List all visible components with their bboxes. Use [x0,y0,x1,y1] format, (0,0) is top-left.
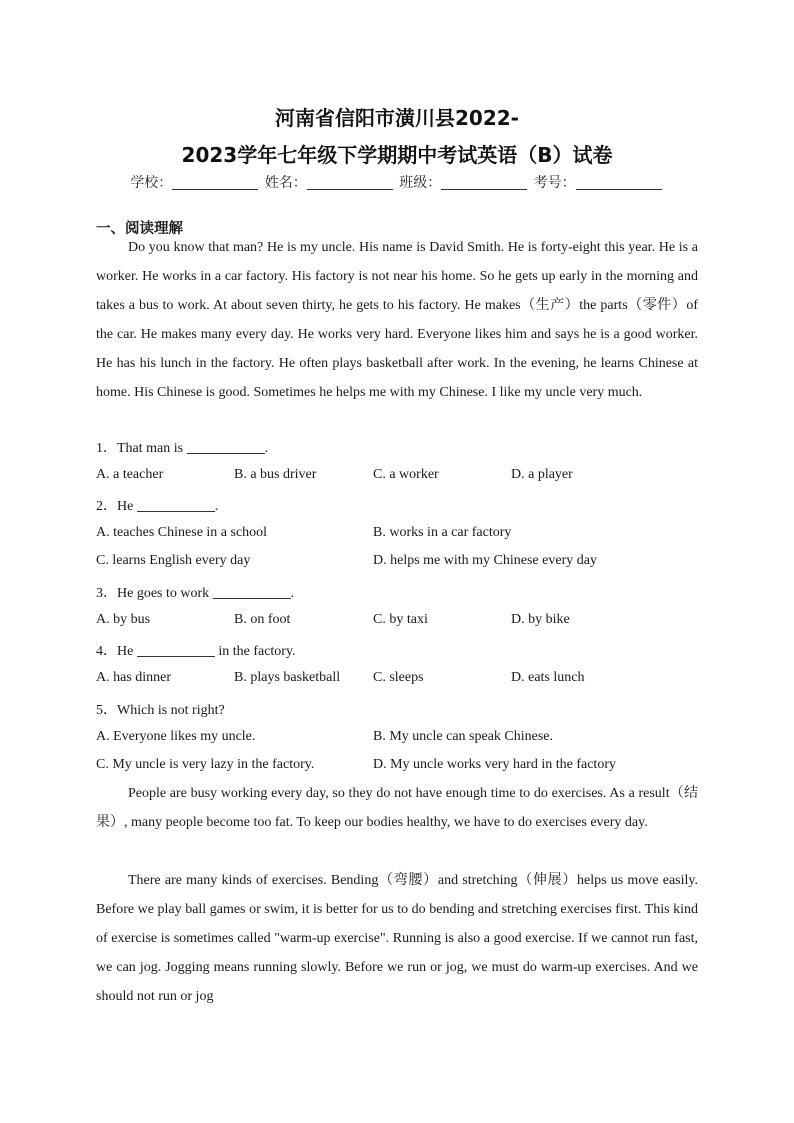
exam-number-blank[interactable] [576,174,662,190]
passage-2-paragraph-1: People are busy working every day, so they do not have enough time to do exercises. As a result（结果）, many people become too fat. To keep our bodies healthy, we have to do exercises every day. [96,786,698,830]
option-5a[interactable]: A. Everyone likes my uncle. [96,729,256,744]
answer-blank[interactable] [137,497,215,512]
answer-blank[interactable] [213,584,291,599]
section-heading: 一、阅读理解 [96,221,183,237]
passage-1: Do you know that man? He is my uncle. His name is David Smith. He is forty-eight this year. He is a worker. He works in a car factory. His factory is not near his home. So he gets up early in the morning and takes a bus to work. At about seven thirty, he gets to his factory. He makes（生产）the parts（零件）of the car. He makes many every day. He works very hard. Everyone likes him and says he is a good worker. He has his lunch in the factory. He often plays basketball after work. In the evening, he learns Chinese at home. His Chinese is good. Sometimes he helps me with my Chinese. I like my uncle very much. [96,240,698,400]
question-1-stem: 1．That man is [96,441,187,456]
option-3c[interactable]: C. by taxi [373,612,428,627]
question-2-stem: 2．He [96,499,137,514]
question-3-stem-end: . [290,586,295,601]
option-2a[interactable]: A. teaches Chinese in a school [96,525,268,540]
answer-blank[interactable] [137,642,215,657]
school-label: 学校： [130,175,173,191]
option-5b[interactable]: B. My uncle can speak Chinese. [373,729,554,744]
question-3-stem: 3．He goes to work [96,586,213,601]
option-4a[interactable]: A. has dinner [96,670,172,685]
option-1d[interactable]: D. a player [511,467,573,482]
class-label: 班级： [399,175,442,191]
answer-blank[interactable] [187,439,265,454]
class-blank[interactable] [441,174,527,190]
student-info-row [0,172,794,192]
question-4-stem: 4．He [96,644,137,659]
passage-2-paragraph-2: There are many kinds of exercises. Bending（弯腰）and stretching（伸展）helps us move easily. Before we play ball games or swim, it is better for us to do bending and stretching exercises first. This kind of exercise is sometimes called "warm-up exercise". Running is also a good exercise. If we cannot run fast, we can jog. Jogging means running slowly. Before we run or jog, we must do warm-up exercises. And we should not run or jog [96,873,698,1004]
option-1b[interactable]: B. a bus driver [234,467,317,482]
name-blank[interactable] [307,174,393,190]
name-label: 姓名： [264,175,307,191]
school-blank[interactable] [172,174,258,190]
option-2c[interactable]: C. learns English every day [96,553,251,568]
question-5 [96,699,225,719]
question-2-stem-end: . [214,499,219,514]
option-3b[interactable]: B. on foot [234,612,291,627]
question-1-stem-end: . [264,441,269,456]
exam-title-line2: 2023学年七年级下学期期中考试英语（B）试卷 [181,143,613,167]
option-3d[interactable]: D. by bike [511,612,570,627]
option-4d[interactable]: D. eats lunch [511,670,585,685]
option-4b[interactable]: B. plays basketball [234,670,341,685]
option-1a[interactable]: A. a teacher [96,467,164,482]
option-5d[interactable]: D. My uncle works very hard in the factory [373,757,616,772]
option-2d[interactable]: D. helps me with my Chinese every day [373,553,597,568]
question-5-stem: 5．Which is not right? [96,703,225,718]
question-4 [96,640,296,660]
option-2b[interactable]: B. works in a car factory [373,525,512,540]
question-1 [96,437,268,457]
option-4c[interactable]: C. sleeps [373,670,424,685]
exam-number-label: 考号： [533,175,576,191]
question-2 [96,495,218,515]
option-1c[interactable]: C. a worker [373,467,439,482]
question-3 [96,582,294,602]
question-4-stem-end: in the factory. [214,644,296,659]
option-3a[interactable]: A. by bus [96,612,151,627]
exam-title-line1: 河南省信阳市潢川县2022- [275,106,519,130]
option-5c[interactable]: C. My uncle is very lazy in the factory. [96,757,315,772]
